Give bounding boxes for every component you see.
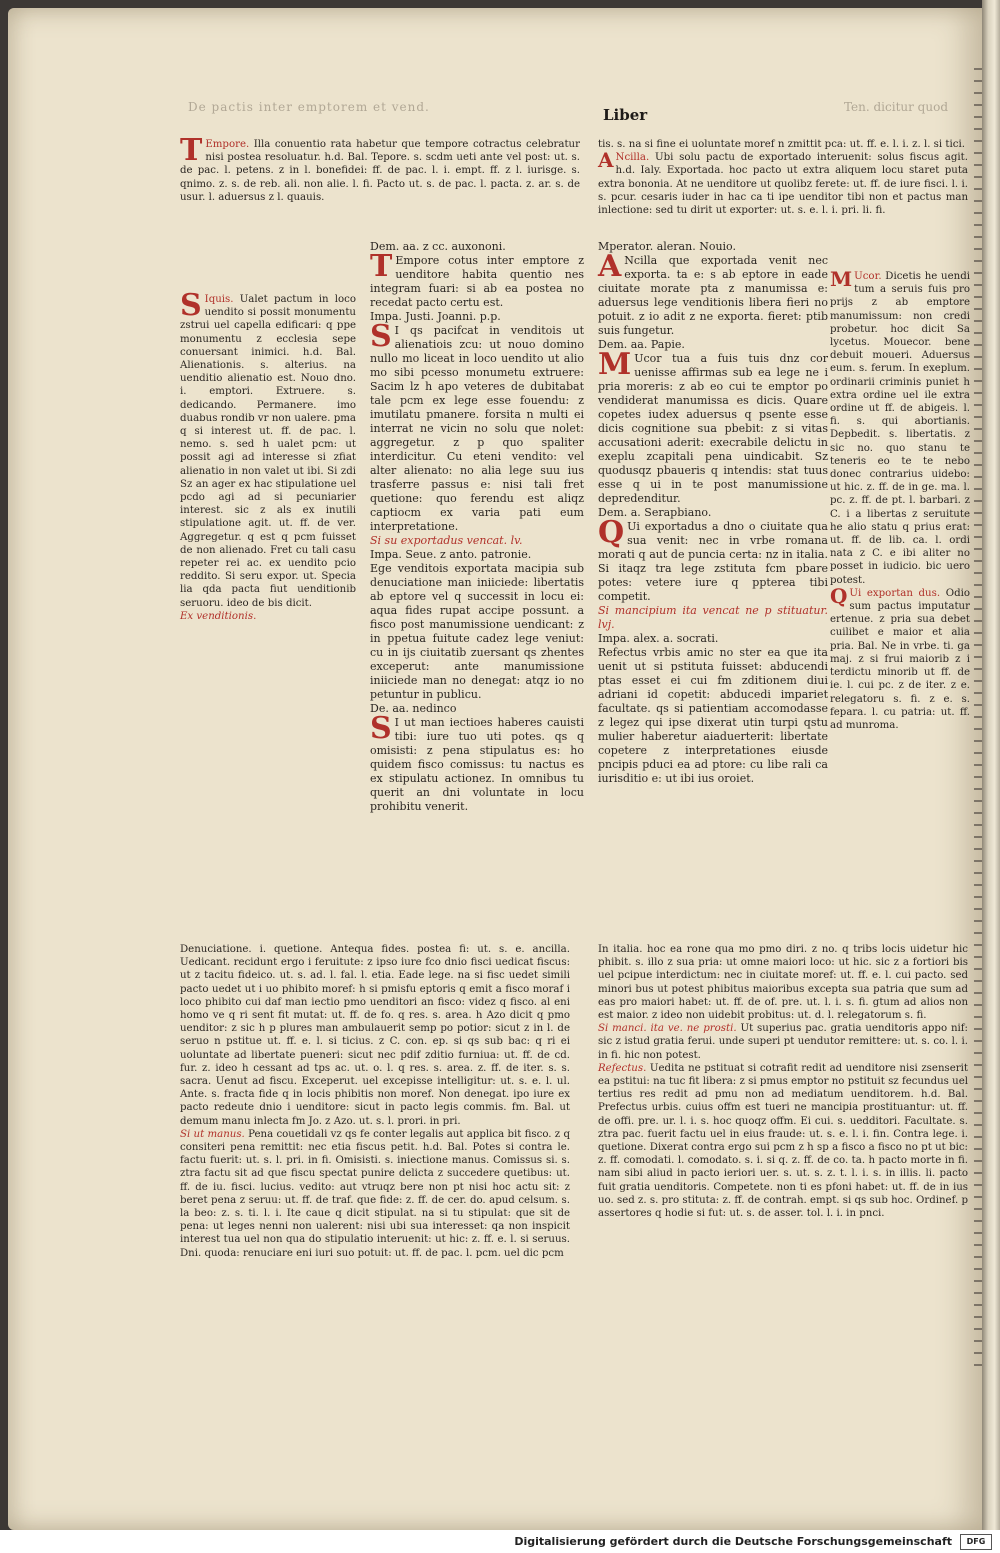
- initial-letter: Q: [598, 515, 625, 550]
- gloss-text: Uedita ne pstituat si cotrafit redit ad uenditore nisi zsenserit ea pstitui: na tuc fit libera: z si pmus emptor no pstituit sz fecundus uel tertius res redit ad pmu non ad mediatum uenditorem. h.d. Bal. Prefectus urbis. cuius offm est tueri ne mancipia prostituantur: ut. ff. de offi. pre. ur. l. i. s. hoc quoqz offm. Ei cui. s. uedditori. Facultate. s. ztra pac. fuerit factu uel in eius fraude: ut. s. e. l. i. fin. Contra lege. i. quetione. Dixerat contra ergo sui pcm z h sp a fisco a fisco no pt ut bic: z. ff. comodati. l. comodato. s. i. si q. z. ff. de co. ta. h pacto morte in fi. nam sibi aliud in pacto ieriori uer. s. ut. s. z. t. l. i. s. in illis. li. pacto fuit gratia uenditoris. Competete. non ti es pfoni habet: ut. ff. de in ius uo. sed z. s. pro stituta: z. ff. de contrah. empt. si qs sub hoc. Ordinef. p assertores q hodie si fut: ut. s. de asser. tol. l. i. in pnci.: [598, 1062, 968, 1220]
- gloss-text: tis. s. na si fine ei uoluntate moref n zmittit pca: ut. ff. e. l. i. z. l. si tici.: [598, 139, 965, 150]
- text-subheading: Dem. aa. Papie.: [598, 338, 685, 351]
- initial-letter: S: [370, 711, 392, 746]
- text-paragraph: Ncilla que exportada venit nec exporta. ta e: s ab eptore in eade ciuitate morate pta z manumissa e: aduersus lege venditionis libera fieri no potuit. z io adit z ne exporta. fieret: ptib suis fungetur.: [598, 254, 828, 337]
- text-subheading: De. aa. nedinco: [370, 702, 457, 715]
- gloss-text: Ubi solu pactu de exportado interuenit: solus fiscus agit. h.d. Ialy. Exportada. hoc pacto ut extra aliquem locu staret puta extra bononia. At ne uenditore ut quolibz ferete: ut. ff. de iure fisci. l. i. s. pcur. cesaris iuder in hac ca ti ipe uenditor tibi non et pactus man inlectione: sed tu dirit ut exporter: ut. s. e. l. i. pri. li. fi.: [598, 152, 968, 217]
- gloss-lead: Ucor.: [854, 271, 882, 282]
- header-ghost-right: Ten. dicitur quod: [843, 100, 948, 114]
- text-subheading: Dem. a. Serapbiano.: [598, 506, 712, 519]
- initial-letter: A: [598, 148, 614, 173]
- text-paragraph: I qs pacifcat in venditois ut alienatiois zcu: ut nouo domino nullo mo liceat in loco uendito ut alio mo sibi pcesso monumetu extruere: Sacim lz h apo veteres de dubitabat tale pcm ex lege esse fouendu: z imutilatu pmanere. forsita n multi ei interrat ne vicin no solu que nolet: aggregetur. z p quo spaliter interdicitur. Cu eteni vendito: vel alter alienato: no alia lege suu ius trasferre passus e: nisi tali fret quetione: quo ferendu est aliqz captiocm ex varia pati eum interpretatione.: [370, 324, 584, 533]
- gloss-text: Dicetis he uendi tum a seruis fuis pro prijs z ab emptore manumissum: non credi probetur. hoc dicit Sa lycetus. Mouecor. bene debuit moueri. Aduersus eum. s. ferum. In exeplum. ordinarii criminis puniet h extra ordine uel ile extra ordine ut ff. de abigeis. l. fi. s. qui abortianis. Depbedit. s. libertatis. z sic no. quo stanu te teneris eo te te nebo donec contrarius uidebo: ut hic. z. ff. de in ge. ma. l. pc. z. ff. de pt. l. barbari. z C. i a libertas z seruitute he alio statu q prius erat: ut. ff. de lib. ca. l. ordi nata z C. e ibi aliter no posset in iudicio. bic uero potest.: [830, 271, 970, 586]
- initial-letter: M: [598, 347, 632, 382]
- gloss-top-right: [598, 138, 968, 217]
- book-fore-edge: [982, 0, 1000, 1530]
- text-heading: Dem. aa. z cc. auxononi.: [370, 240, 506, 253]
- gloss-text: Denuciatione. i. quetione. Antequa fides. postea fi: ut. s. e. ancilla. Uedicant. recidunt ergo i feruitute: z ipso iure fco dnio fisci uedicat fiscus: ut z tacitu fideico. ut. s. ad. l. fal. l. etia. Eade lege. na si fisc uedet simili pacto uedet ut i uo phibito moref: h si pmisfu eptoris q emit a fisco moraf i loco phibito cui daf man iectio pmo uenditori an fisco: videz q fisco. al eni homo ve q ri sent fit mutat: ut. ff. de fo. q res. s. area. h Azo dicit q pmo uenditor: z sic h p plures man ambulauerit semp po potior: sicut z in l. de seruo n pstitue ut. ff. e. l. si ticius. z C. con. ep. si qs sub bac: q ri ei uoluntate ad libertate pueneri: sicut nec pdif zditio furniua: ut. ff. de cd. fur. z. ideo h cessant ad tps ac. ut. o. l. q res. s. area. z. ff. de iter. s. s. sacra. Uenut ad fiscu. Exceperut. uel excepisse intelligitur: ut. s. e. l. ul. Ante. s. fracta fide q in locis phibitis non moref. Non denegat. ipo iure ex pacto redeute dnio i uenditore: sicut in pacto legis commis. fm. Bal. ut demum manu inlecta fm Jo. z Azo. ut. s. l. prori. in pri.: [180, 944, 570, 1127]
- rubric: Si manci. ita ve. ne prosti.: [598, 1023, 737, 1035]
- initial-letter: A: [598, 249, 622, 284]
- main-text-right-column: [598, 240, 828, 786]
- digitization-footer: [0, 1530, 1000, 1553]
- rubric: Si mancipium ita vencat ne p stituatur. lvj.: [598, 604, 828, 631]
- gloss-text: Pena couetidali vz qs fe conter legalis aut applica bit fisco. z q consiteri pena remittit: nec etia fiscus petit. h.d. Bal. Potes si contra le. factu fuerit: ut. s. l. pri. in fi. Omisisti. s. iniectione manus. Comissus si. s. ztra factu sit ad que fiscu spectat punire delicta z succedere quetibus: ut. ff. de iu. fisci. lucius. vedito: aut vtruqz bere non pt nisi hoc actu sit: z beret pena z seruu: ut. ff. de traf. que fide: z. ff. de cer. do. apud celsum. s. la beo: z. s. ti. l. i. Ite caue q dicit stipulat. na si tu stipulat: que sit de pena: ut leges nenni non ualerent: nisi ubi sua interesset: qa non inspicit interest tua uel non qua do stipulatio interuenit: ut hic: z. ff. e. l. si seruus. Dni. quoda: renuciare eni iuri suo potuit: ut. ff. de pac. l. pcm. uel dic pcm: [180, 1128, 570, 1259]
- gloss-lead: Ncilla.: [615, 152, 650, 164]
- rubric: Si ut manus.: [180, 1128, 245, 1140]
- running-header: [188, 94, 948, 124]
- text-heading: Mperator. aleran. Nouio.: [598, 240, 736, 253]
- gloss-text: In italia. hoc ea rone qua mo pmo diri. z no. q tribs locis uidetur hic phibit. s. illo z sua pria: ut omne maiori loco: ut hic. sic z a fortiori bis uel pcipue interdictum: nec in ciuitate moref: ut. ff. e. l. cui pacto. sed minori bus ut potest phibitus maioribus excepta sua patria que sum ad eas pro maiori habet: ut. ff. de of. pre. ut. l. i. s. fi. gtum ad alios non est maior. z ideo non uidebit probitus: ut. d. l. relegatorum s. fi.: [598, 944, 968, 1022]
- initial-letter: Q: [830, 583, 848, 608]
- rubric: Ex venditionis.: [180, 610, 257, 622]
- gloss-text: Odio sum pactus imputatur ertenue. z pria sua debet cuilibet e maior et alia pria. Bal. Ne in vrbe. ti. ga maj. z si frui maiorib z i terdictu minorib ut ff. de ie. l. cui pc. z de iter. z e. relegatoru s. fi. z e. s. fepara. l. cu patria: ut. ff. ad munroma.: [830, 587, 970, 731]
- main-text-left-column: [370, 240, 584, 814]
- initial-letter: S: [370, 319, 392, 354]
- gloss-lead: Empore.: [205, 139, 250, 150]
- gloss-text: Ut superius pac. gratia uenditoris appo nif: sic z istud gratia ferui. unde superi pt uendutor remittere: ut. s. co. l. i. in fi. hic non potest.: [598, 1023, 968, 1061]
- text-subheading: Impa. alex. a. socrati.: [598, 632, 719, 645]
- initial-letter: T: [180, 133, 203, 168]
- gloss-top-left: [180, 133, 580, 204]
- funding-notice: Digitalisierung gefördert durch die Deutsche Forschungsgemeinschaft: [514, 1535, 952, 1548]
- book-page: [8, 8, 983, 1530]
- initial-letter: M: [830, 267, 853, 291]
- text-paragraph: cotus inter emptore z uenditore habita quentio nes integram fuari: si ab ea postea no recedat pacto certu est.: [370, 254, 585, 309]
- gloss-lead: Iquis.: [204, 294, 234, 305]
- gloss-bottom-left: [180, 943, 570, 1260]
- text-subheading: Impa. Seue. z anto. patronie.: [370, 548, 532, 561]
- gloss-right-margin: [830, 267, 970, 732]
- text-paragraph: Ucor tua a fuis tuis dnz cor uenisse affirmas sub ea lege ne i pria moreris: z ab eo cui te emptor po vendiderat manumissa es dicis. Quare copetes iudex aduersus q psente esse dicis cognitione sua pbebit: z si vitas accusationi aderit: execrabile delictu in exeplu zcapitali pena uindicabit. Sz quodusqz pbaueris q intendis: stat tuus esse q ui in te post manumissione depredenditur.: [598, 352, 828, 505]
- text-paragraph: Refectus vrbis amic no ster ea que ita uenit ut si pstituta fuisset: abducendi ptas esset ei cui fm zditionem diui adriani id copetit: abducedi impariet facultate. qs si patientiam accomodasse z legez qui ipse dixerat utin turpi qstu mulier haberetur aiaduerterit: libertate copetere z interpretationes eiusde pncipis pduci ea ad ptore: cu libe rali ca iurisditio e: ut ibi ius oroiet.: [598, 646, 828, 785]
- initial-letter: T: [370, 249, 393, 284]
- gloss-text: Illa conuentio rata habetur que tempore cotractus celebratur nisi postea resoluatur. h.d. Bal. Tepore. s. scdm ueti ante vel post: ut. s. de pac. l. petens. z in l. bonefidei: ff. de pac. l. i. empt. ff. z l. iurisge. s. qnimo. z. s. de reb. ali. non alie. l. fi. Pacto ut. s. de pac. l. pacta. z. ar. s. de usur. l. aduersus z l. quauis.: [180, 139, 580, 203]
- gloss-bottom-right: [598, 943, 968, 1220]
- dfg-logo: DFG: [960, 1534, 992, 1550]
- gloss-left-margin: [180, 288, 356, 623]
- text-paragraph: Ui exportadus a dno o ciuitate qua sua venit: nec in vrbe romana morati q aut de puncia certa: nz in italia. Si itaqz tra lege zstituta fcm pbare potes: vetere iure q ppterea tibi competit.: [598, 520, 828, 603]
- header-liber: Liber: [603, 106, 648, 124]
- text-paragraph: Ege venditois exportata macipia sub denuciatione man iniiciede: libertatis ab eptore vel q successit in locu ei: aqua fides rupat accipe possunt. a fisco post manumissione uendicant: z in ppetua fuitute cadez lege veniut: cu in ijs ciuitatib zuersant qs zhentes exceperut: ante manumissione iniiciede man no denegat: atqz io no petuntur in publicu.: [370, 562, 584, 701]
- header-ghost-left: De pactis inter emptorem et vend.: [188, 100, 430, 114]
- gloss-lead: Ui exportan dus.: [849, 587, 941, 599]
- initial-letter: S: [180, 288, 202, 323]
- rubric: Si su exportadus vencat. lv.: [370, 534, 523, 547]
- rubric: Refectus.: [598, 1062, 647, 1074]
- gloss-text: Ualet pactum in loco uendito si possit monumentu zstrui uel capella edificari: q ppe monumentu z ecclesia sepe conuersant inimici. h.d. Bal. Alienationis. s. alterius. na uenditio alienatio est. Nouo dno. i. emptori. Extruere. s. dedicando. Permanere. imo duabus rondib vr non ualere. pma q si interest ut. ff. de pac. l. nemo. s. sed h ualet pcm: ut possit agi ad interesse si zfiat alienatio in non valet ut ibi. Si zdi Sz an ager ex hac stipulatione uel pcdo agi ad si pecuniarier interest. sic z als ex inutili stipulatione agit. ut. ff. de ver. Aggregetur. q est q pcm fuisset de non alienado. Fret cu tali casu repeter rei ac. ex uendito pcio reddito. Si seru expor. ut. Specia lia qda pacta fiut uenditionib seruoru. ideo de bis dicit.: [180, 294, 356, 609]
- text-paragraph: I ut man iectioes haberes cauisti tibi: iure tuo uti potes. qs q omisisti: z pena stipulatus es: ho quidem fisco comissus: tu nactus es ex stipulatu actionez. In omnibus tu querit an dni voluntate in locu prohibitu venerit.: [370, 716, 584, 813]
- text-subheading: Impa. Justi. Joanni. p.p.: [370, 310, 501, 323]
- text-lead: Empore: [395, 254, 440, 267]
